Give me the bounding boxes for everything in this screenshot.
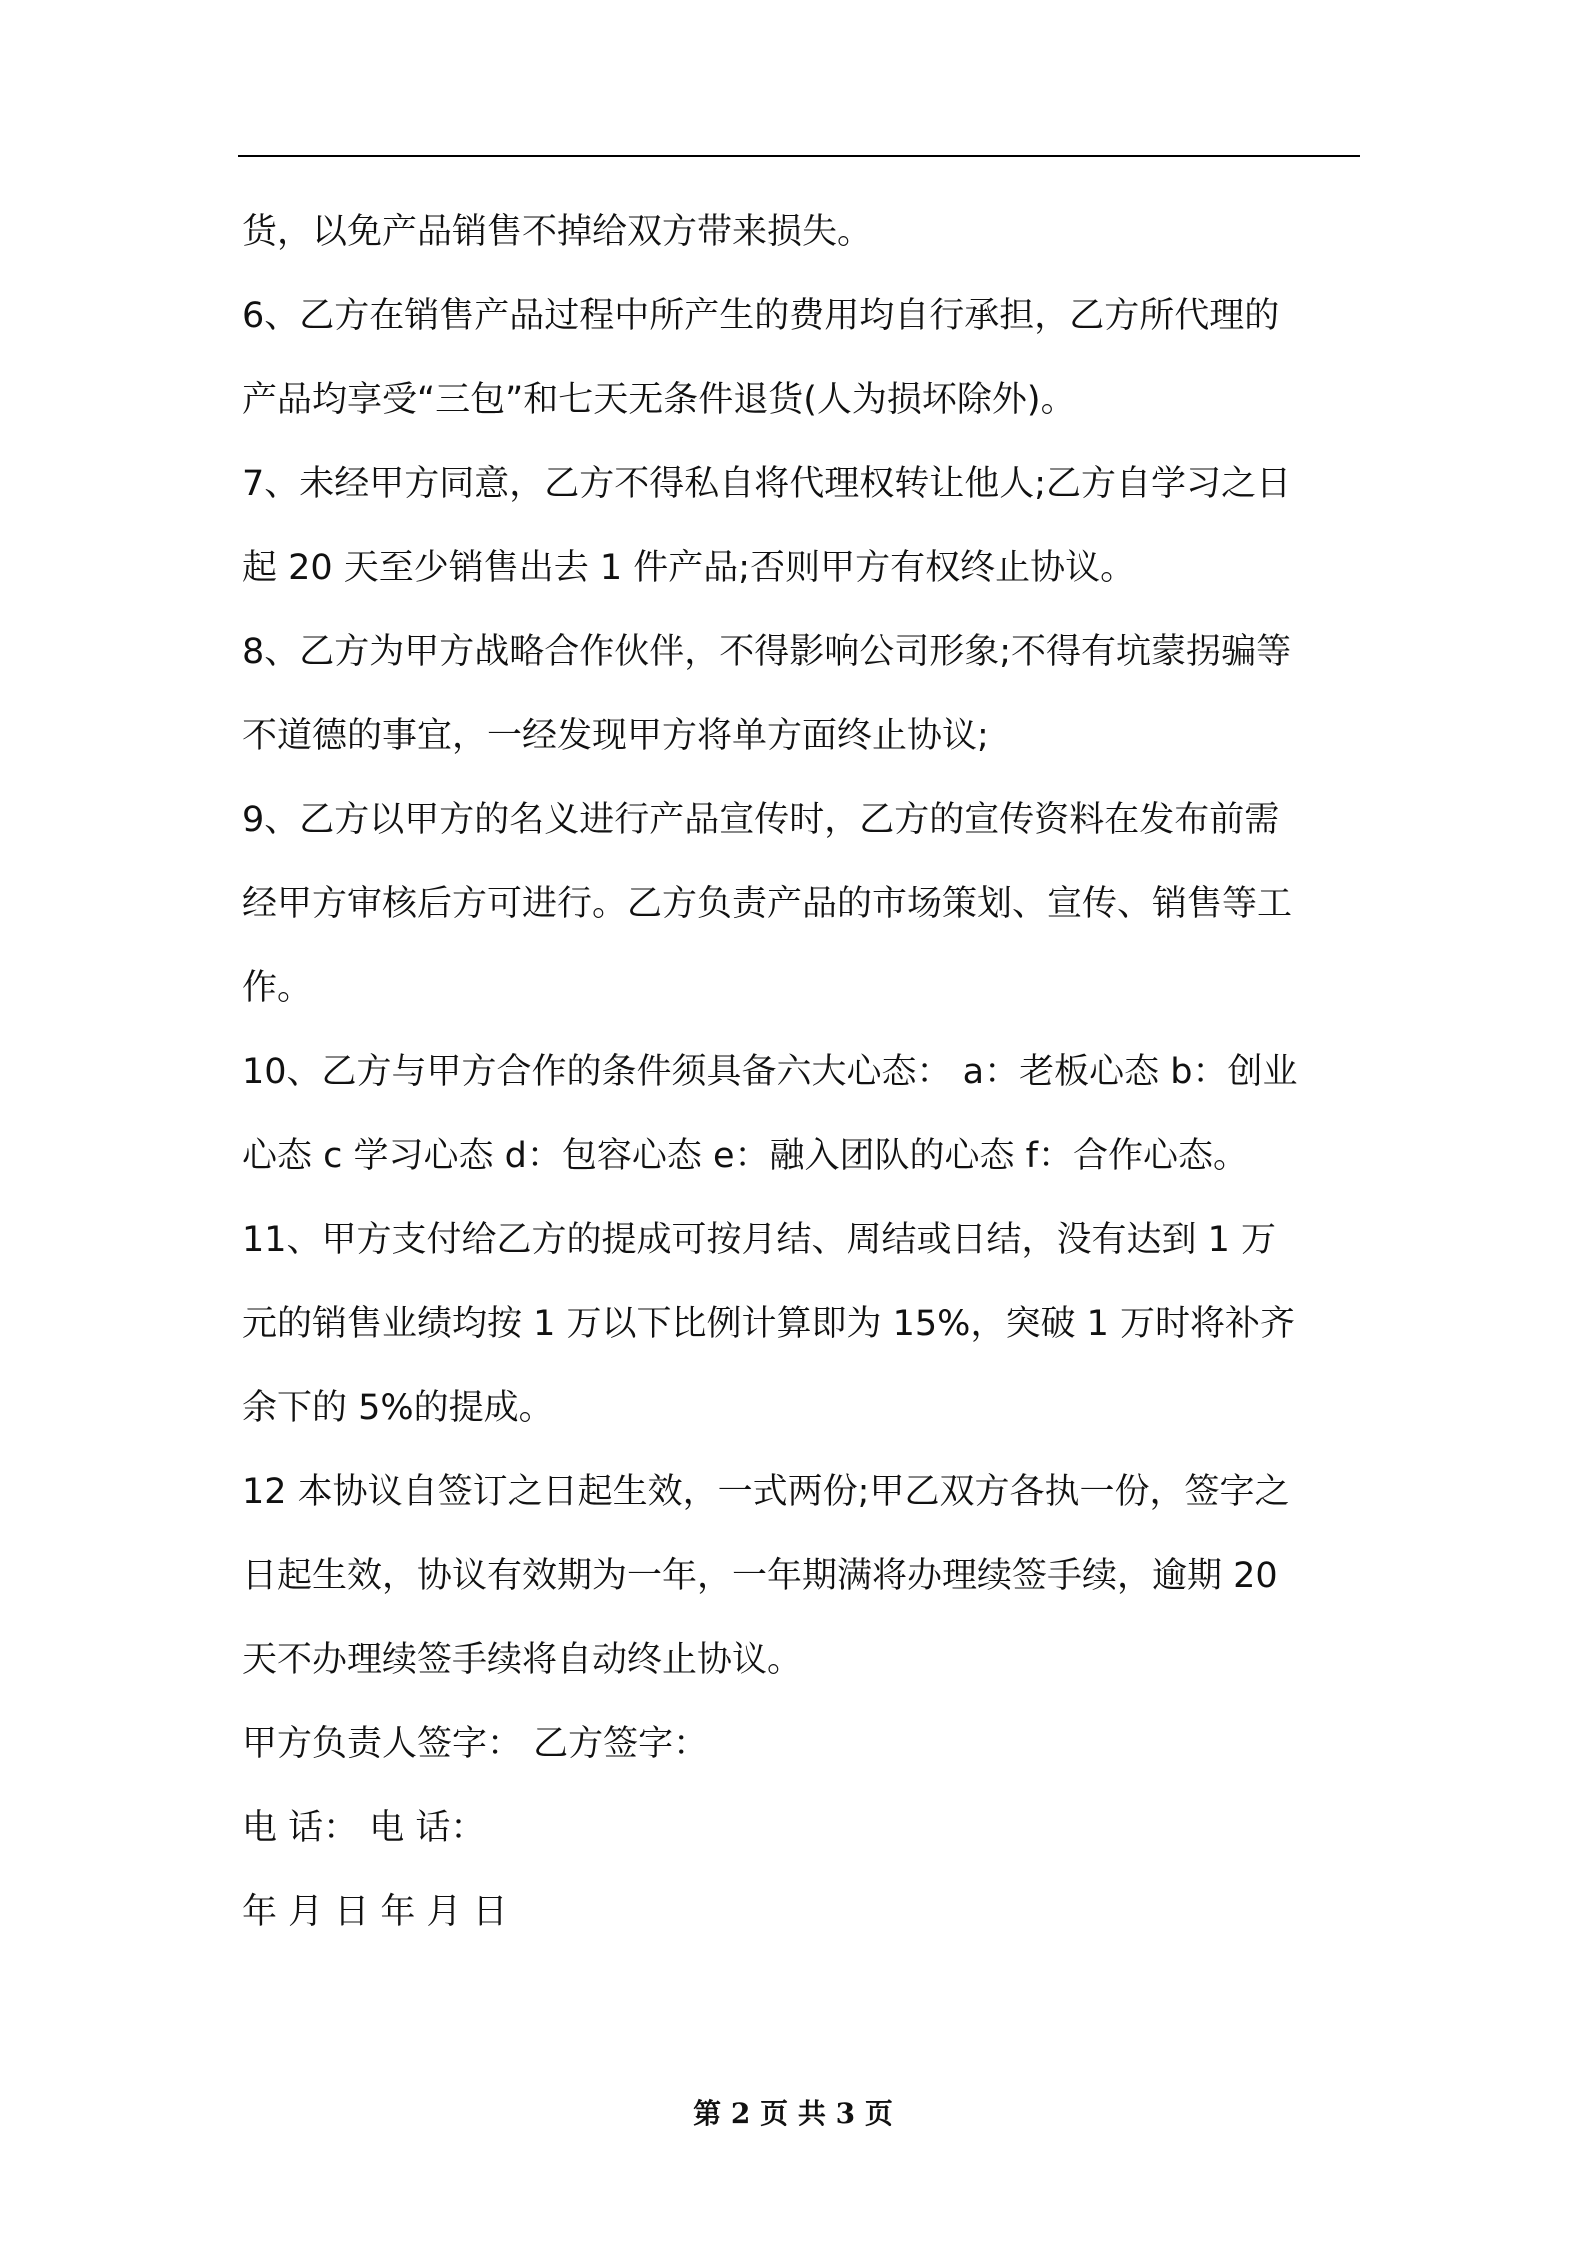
body-line: 经甲方审核后方可进行。乙方负责产品的市场策划、宣传、销售等工 [242,884,1293,924]
body-line: 余下的 5%的提成。 [242,1388,554,1428]
body-line: 7、未经甲方同意，乙方不得私自将代理权转让他人;乙方自学习之日 [242,464,1292,504]
header-rule [238,155,1360,157]
body-line: 11、甲方支付给乙方的提成可按月结、周结或日结，没有达到 1 万 [242,1220,1277,1260]
body-line: 8、乙方为甲方战略合作伙伴，不得影响公司形象;不得有坑蒙拐骗等 [242,632,1292,672]
document-body [242,190,1360,1954]
body-line: 12 本协议自签订之日起生效，一式两份;甲乙双方各执一份，签字之 [242,1472,1290,1512]
body-line: 9、乙方以甲方的名义进行产品宣传时，乙方的宣传资料在发布前需 [242,800,1280,840]
body-line: 6、乙方在销售产品过程中所产生的费用均自行承担，乙方所代理的 [242,296,1280,336]
body-line: 不道德的事宜，一经发现甲方将单方面终止协议; [242,716,989,756]
body-line: 天不办理续签手续将自动终止协议。 [242,1640,803,1680]
body-line: 日起生效，协议有效期为一年，一年期满将办理续签手续，逾期 20 [242,1556,1278,1596]
signature-line-party: 甲方负责人签字： 乙方签字： [242,1724,709,1764]
body-line: 作。 [242,968,313,1008]
signature-line-date: 年 月 日 年 月 日 [242,1892,508,1932]
body-line: 心态 c 学习心态 d：包容心态 e：融入团队的心态 f：合作心态。 [242,1136,1248,1176]
signature-line-phone: 电 话： 电 话： [242,1808,486,1848]
body-line: 货，以免产品销售不掉给双方带来损失。 [242,212,873,252]
page-number: 第 2 页 共 3 页 [693,2097,893,2130]
body-line: 元的销售业绩均按 1 万以下比例计算即为 15%，突破 1 万时将补齐 [242,1304,1295,1344]
body-line: 10、乙方与甲方合作的条件须具备六大心态： a：老板心态 b：创业 [242,1052,1298,1092]
body-line: 产品均享受“三包”和七天无条件退货(人为损坏除外)。 [242,380,1076,420]
body-line: 起 20 天至少销售出去 1 件产品;否则甲方有权终止协议。 [242,548,1136,588]
